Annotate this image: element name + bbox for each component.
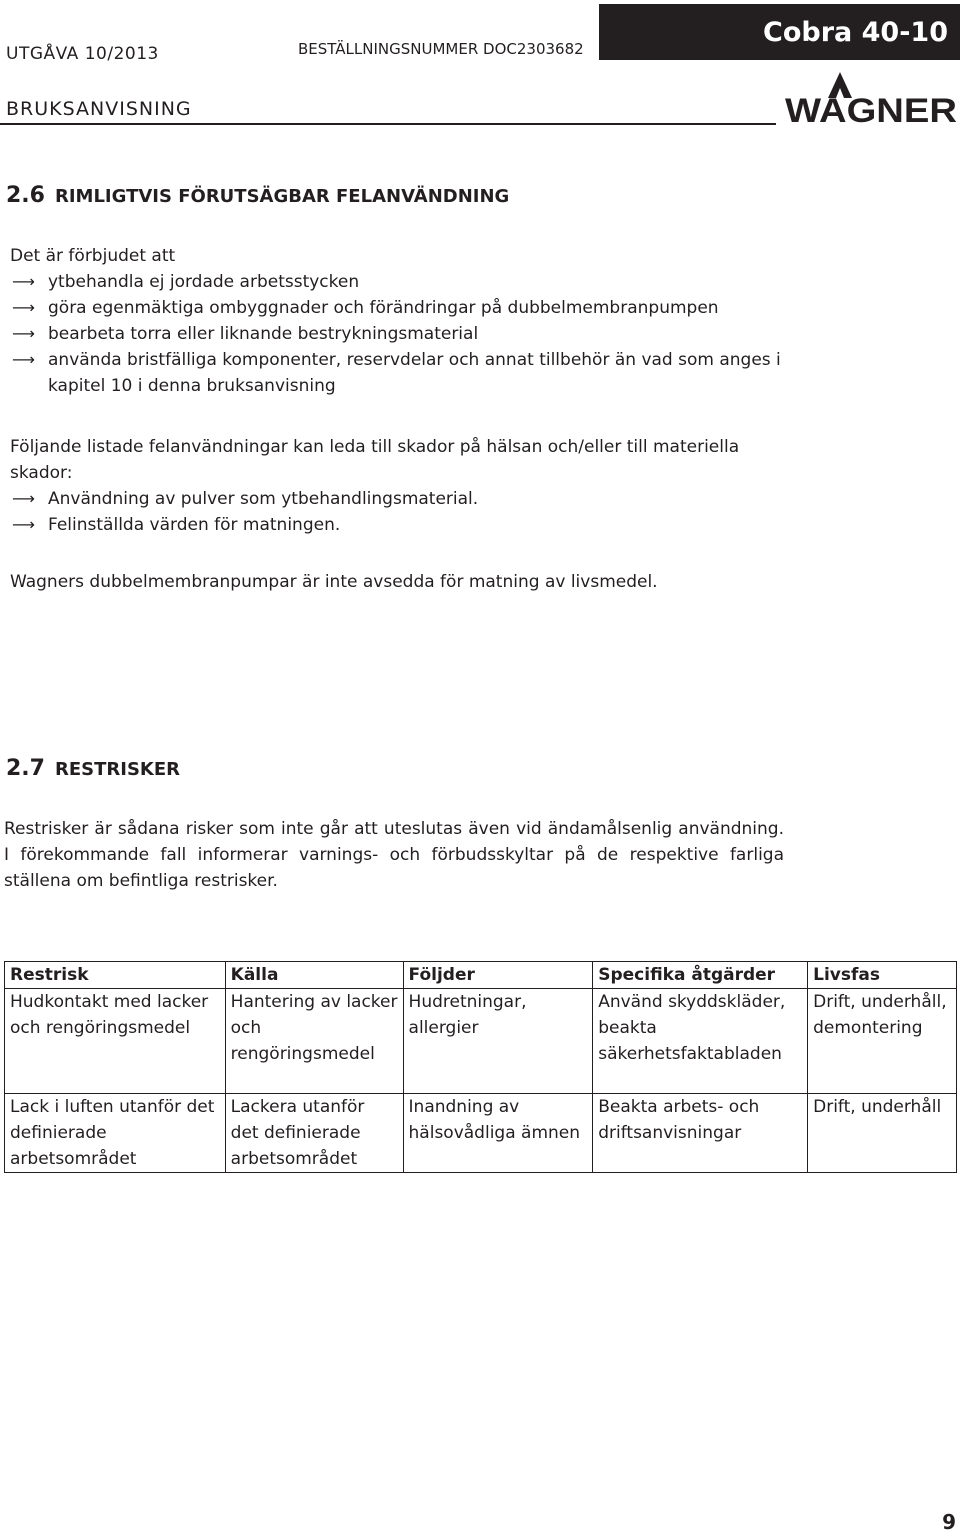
right-arrow-icon: ⟶ [12,515,35,534]
table-row [5,989,957,1094]
residual-risk-paragraph: Restrisker är sådana risker som inte går att uteslutas även vid ändamålsenlig användning. I förekommande fall informerar varnings- och förbudsskyltar på de respektive farliga ställena om befintliga restrisker. [4,819,784,891]
svg-text:WAGNER: WAGNER [785,92,957,124]
column-header: Källa [225,962,403,989]
product-banner [599,4,960,60]
list-item: ⟶ Felinställda värden för matningen. [10,512,800,538]
prohibited-list-block [10,243,800,399]
section-number: 2.6 [6,183,45,208]
section-2-7-heading [6,756,180,781]
right-arrow-icon: ⟶ [12,298,35,317]
column-header: Följder [403,962,593,989]
right-arrow-icon: ⟶ [12,489,35,508]
right-arrow-icon: ⟶ [12,272,35,291]
section-2-6-heading [6,183,509,208]
section-title: RIMLIGTVIS FÖRUTSÄGBAR FELANVÄNDNING [54,186,510,207]
list-item: ⟶ använda bristfälliga komponenter, reservdelar och annat tillbehör än vad som anges i kapitel 10 i denna bruksanvisning [10,347,788,399]
table-cell: Drift, underhåll [808,1094,957,1173]
right-arrow-icon: ⟶ [12,350,35,369]
section-number: 2.7 [6,756,45,781]
right-arrow-icon: ⟶ [12,324,35,343]
misuse-block [10,434,800,538]
table-cell: Använd skyddskläder, beakta säkerhetsfaktabladen [593,989,808,1094]
table-cell: Beakta arbets- och driftsanvisningar [593,1094,808,1173]
wagner-logo [784,72,958,124]
column-header: Specifika åtgärder [593,962,808,989]
table-cell: Drift, underhåll, demontering [808,989,957,1094]
list-item: ⟶ göra egenmäktiga ombyggnader och förändringar på dubbelmembranpumpen [10,295,800,321]
list-item: ⟶ bearbeta torra eller liknande bestrykningsmaterial [10,321,800,347]
table-cell: Hudkontakt med lacker och rengöringsmedel [5,989,226,1094]
order-number: BESTÄLLNINGSNUMMER DOC2303682 [298,40,584,58]
table-cell: Lackera utanför det definierade arbetsområdet [225,1094,403,1173]
residual-risk-table [4,961,957,1173]
column-header: Restrisk [5,962,226,989]
food-note: Wagners dubbelmembranpumpar är inte avsedda för matning av livsmedel. [10,572,658,592]
table-cell: Inandning av hälsovådliga ämnen [403,1094,593,1173]
column-header: Livsfas [808,962,957,989]
header-divider [0,123,776,125]
list-item: ⟶ ytbehandla ej jordade arbetsstycken [10,269,800,295]
table-header-row [5,962,957,989]
page-number: 9 [942,1510,956,1534]
edition-label: UTGÅVA 10/2013 [6,44,159,64]
list-item: ⟶ Användning av pulver som ytbehandlingsmaterial. [10,486,800,512]
document-type: BRUKSANVISNING [6,98,192,120]
misuse-intro: Följande listade felanvändningar kan leda till skador på hälsan och/eller till materiella skador: [10,437,740,483]
table-cell: Hantering av lacker och rengöringsmedel [225,989,403,1094]
prohibited-intro: Det är förbjudet att [10,246,176,266]
table-cell: Hudretningar, allergier [403,989,593,1094]
section-title: RESTRISKER [54,759,181,780]
table-row [5,1094,957,1173]
table-cell: Lack i luften utanför det definierade arbetsområdet [5,1094,226,1173]
product-name: Cobra 40-10 [763,16,948,48]
